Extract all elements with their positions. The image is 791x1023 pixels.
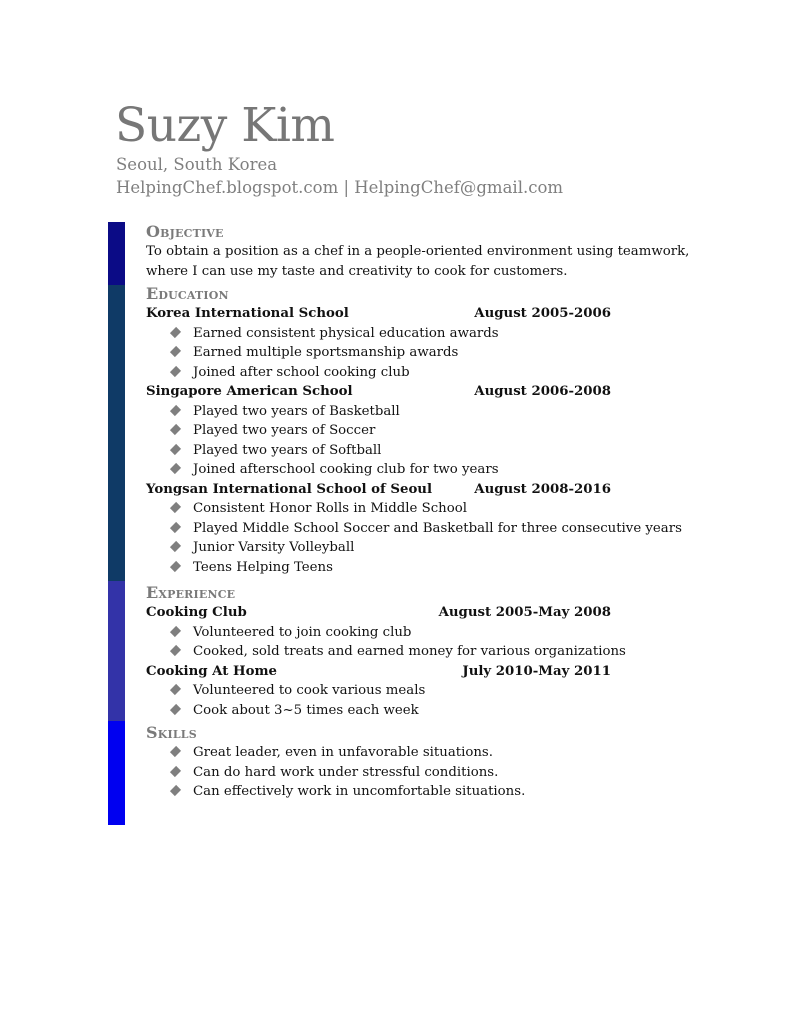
- objective-heading: Objective: [146, 222, 224, 241]
- diamond-bullet-icon: [170, 625, 181, 636]
- diamond-bullet-icon: [170, 326, 181, 337]
- list-item: [146, 782, 706, 802]
- list-item-text: Earned consistent physical education awards: [193, 325, 499, 341]
- list-item: [146, 402, 706, 422]
- list-item: [146, 763, 706, 783]
- list-item: [146, 681, 706, 701]
- list-item: [146, 519, 706, 539]
- list-item-text: Can effectively work in uncomfortable situations.: [193, 784, 526, 799]
- list-item-text: Earned multiple sportsmanship awards: [193, 345, 459, 360]
- location-text: Seoul, South Korea: [116, 155, 278, 174]
- diamond-bullet-icon: [170, 746, 181, 757]
- diamond-bullet-icon: [170, 365, 181, 376]
- list-item: [146, 421, 706, 441]
- skills-items: [146, 743, 706, 802]
- diamond-bullet-icon: [170, 560, 181, 571]
- school-items: [146, 499, 706, 577]
- list-item: [146, 324, 706, 344]
- education-bar: [108, 285, 125, 581]
- diamond-bullet-icon: [170, 684, 181, 695]
- list-item: [146, 499, 706, 519]
- diamond-bullet-icon: [170, 404, 181, 415]
- job-name: Cooking At Home: [146, 663, 277, 679]
- job-items: [146, 681, 706, 720]
- list-item-text: Joined after school cooking club: [193, 364, 410, 380]
- school-dates: August 2008-2016: [474, 481, 611, 497]
- list-item-text: Junior Varsity Volleyball: [193, 540, 355, 555]
- diamond-bullet-icon: [170, 645, 181, 656]
- school-dates: August 2005-2006: [474, 306, 611, 321]
- diamond-bullet-icon: [170, 765, 181, 776]
- list-item-text: Volunteered to cook various meals: [193, 683, 426, 698]
- diamond-bullet-icon: [170, 521, 181, 532]
- job-row: [146, 662, 706, 682]
- school-name: Yongsan International School of Seoul: [146, 481, 433, 497]
- job-name: Cooking Club: [146, 605, 247, 620]
- school-name: Korea International School: [146, 306, 349, 321]
- school-dates: August 2006-2008: [474, 384, 611, 399]
- list-item: [146, 343, 706, 363]
- contact-links: HelpingChef.blogspot.com | HelpingChef@gmail.com: [116, 178, 564, 197]
- list-item: [146, 363, 706, 383]
- objective-line-2: where I can use my taste and creativity to cook for customers.: [146, 263, 568, 279]
- diamond-bullet-icon: [170, 424, 181, 435]
- school-row: [146, 382, 706, 402]
- diamond-bullet-icon: [170, 703, 181, 714]
- list-item: [146, 558, 706, 578]
- school-name: Singapore American School: [146, 384, 353, 399]
- list-item: [146, 743, 706, 763]
- list-item-text: Cook about 3~5 times each week: [193, 702, 419, 718]
- job-dates: July 2010-May 2011: [462, 663, 611, 679]
- list-item-text: Can do hard work under stressful conditions.: [193, 764, 499, 780]
- list-item: [146, 642, 706, 662]
- list-item: [146, 623, 706, 643]
- objective-line-1: To obtain a position as a chef in a people-oriented environment using teamwork,: [146, 244, 690, 259]
- experience-heading: Experience: [146, 583, 236, 602]
- school-items: [146, 324, 706, 383]
- diamond-bullet-icon: [170, 541, 181, 552]
- diamond-bullet-icon: [170, 463, 181, 474]
- diamond-bullet-icon: [170, 443, 181, 454]
- diamond-bullet-icon: [170, 785, 181, 796]
- list-item-text: Consistent Honor Rolls in Middle School: [193, 501, 467, 516]
- experience-bar: [108, 581, 125, 721]
- list-item: [146, 538, 706, 558]
- list-item-text: Volunteered to join cooking club: [193, 624, 412, 640]
- diamond-bullet-icon: [170, 502, 181, 513]
- list-item: [146, 460, 706, 480]
- objective-bar: [108, 222, 125, 285]
- resume-content: [146, 222, 706, 802]
- list-item-text: Played two years of Softball: [193, 442, 382, 458]
- job-row: [146, 603, 706, 623]
- job-items: [146, 623, 706, 662]
- list-item-text: Teens Helping Teens: [193, 559, 333, 575]
- diamond-bullet-icon: [170, 346, 181, 357]
- education-heading: Education: [146, 284, 229, 303]
- school-items: [146, 402, 706, 480]
- list-item-text: Great leader, even in unfavorable situations.: [193, 745, 493, 760]
- list-item-text: Played Middle School Soccer and Basketball for three consecutive years: [193, 520, 682, 536]
- list-item-text: Played two years of Basketball: [193, 403, 400, 419]
- list-item: [146, 701, 706, 721]
- list-item-text: Joined afterschool cooking club for two years: [193, 462, 499, 477]
- skills-bar: [108, 721, 125, 825]
- list-item-text: Cooked, sold treats and earned money for various organizations: [193, 644, 626, 659]
- resume-name: Suzy Kim: [115, 98, 335, 153]
- list-item: [146, 441, 706, 461]
- skills-heading: Skills: [146, 723, 197, 742]
- list-item-text: Played two years of Soccer: [193, 423, 376, 438]
- school-row: [146, 304, 706, 324]
- school-row: [146, 480, 706, 500]
- job-dates: August 2005-May 2008: [438, 605, 611, 620]
